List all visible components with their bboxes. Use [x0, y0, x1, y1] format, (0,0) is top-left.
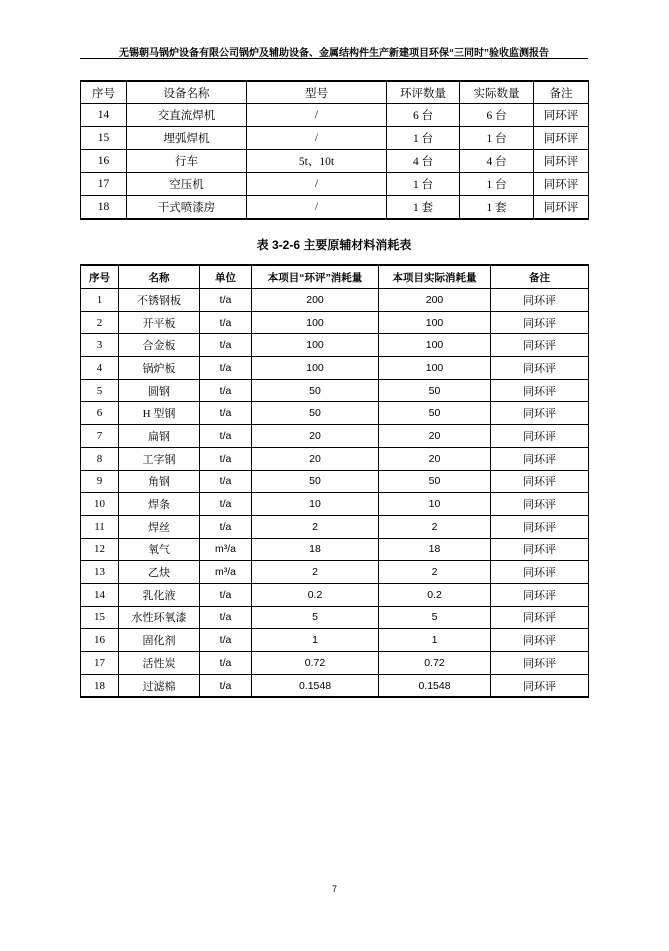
- table-cell: 开平板: [119, 311, 200, 334]
- table-cell: 同环评: [491, 652, 589, 675]
- table-cell: 同环评: [491, 674, 589, 697]
- table-cell: 18: [81, 196, 127, 220]
- table-cell: 100: [379, 357, 491, 380]
- table-row: [81, 447, 589, 470]
- table-cell: 2: [252, 515, 379, 538]
- table-cell: 同环评: [534, 196, 589, 220]
- table-cell: t/a: [200, 493, 252, 516]
- column-header: 型号: [247, 81, 387, 104]
- table-row: [81, 357, 589, 380]
- table-cell: 2: [379, 561, 491, 584]
- table-cell: 100: [379, 311, 491, 334]
- column-header: 设备名称: [127, 81, 247, 104]
- table-cell: 乙炔: [119, 561, 200, 584]
- table-cell: 工字钢: [119, 447, 200, 470]
- table-cell: m³/a: [200, 561, 252, 584]
- table-cell: 乳化液: [119, 583, 200, 606]
- table-cell: 1 套: [460, 196, 534, 220]
- table-cell: 同环评: [491, 606, 589, 629]
- table-cell: 50: [379, 379, 491, 402]
- table-cell: 1 台: [387, 173, 460, 196]
- table-cell: 同环评: [534, 150, 589, 173]
- table-cell: 同环评: [491, 334, 589, 357]
- table-cell: 1 台: [460, 173, 534, 196]
- table-cell: 同环评: [491, 583, 589, 606]
- table-cell: 15: [81, 127, 127, 150]
- table-cell: 1 套: [387, 196, 460, 220]
- materials-table-header: [81, 265, 589, 289]
- table-cell: t/a: [200, 652, 252, 675]
- table-cell: 20: [379, 425, 491, 448]
- column-header: 本项目实际消耗量: [379, 265, 491, 289]
- table-cell: 不锈钢板: [119, 289, 200, 312]
- table-cell: 固化剂: [119, 629, 200, 652]
- table-cell: 过滤棉: [119, 674, 200, 697]
- table-cell: 14: [81, 104, 127, 127]
- table-cell: 同环评: [534, 104, 589, 127]
- table-cell: 7: [81, 425, 119, 448]
- table-cell: t/a: [200, 289, 252, 312]
- table-cell: 20: [252, 447, 379, 470]
- table-cell: 5: [252, 606, 379, 629]
- column-header: 单位: [200, 265, 252, 289]
- table-cell: 同环评: [491, 515, 589, 538]
- table-cell: 5: [81, 379, 119, 402]
- table-cell: H 型钢: [119, 402, 200, 425]
- table-row: [81, 104, 589, 127]
- table-cell: 4: [81, 357, 119, 380]
- table-row: [81, 402, 589, 425]
- table-cell: /: [247, 196, 387, 220]
- table-row: [81, 515, 589, 538]
- table-cell: t/a: [200, 674, 252, 697]
- table-row: [81, 652, 589, 675]
- column-header: 环评数量: [387, 81, 460, 104]
- table-cell: 同环评: [491, 561, 589, 584]
- table-cell: 焊条: [119, 493, 200, 516]
- table-row: [81, 127, 589, 150]
- table-cell: 0.2: [252, 583, 379, 606]
- equipment-table: [80, 80, 589, 220]
- table-cell: 同环评: [491, 425, 589, 448]
- table-cell: 1 台: [460, 127, 534, 150]
- equipment-table-header: [81, 81, 589, 104]
- table-row: [81, 425, 589, 448]
- table-cell: 6: [81, 402, 119, 425]
- table-cell: 0.1548: [252, 674, 379, 697]
- table-cell: 活性炭: [119, 652, 200, 675]
- table-cell: 1: [379, 629, 491, 652]
- table-row: [81, 173, 589, 196]
- table-cell: 11: [81, 515, 119, 538]
- materials-table: [80, 264, 589, 698]
- table-cell: 0.72: [252, 652, 379, 675]
- column-header: 本项目“环评”消耗量: [252, 265, 379, 289]
- table-cell: t/a: [200, 334, 252, 357]
- table-cell: 0.1548: [379, 674, 491, 697]
- table-cell: 13: [81, 561, 119, 584]
- column-header: 序号: [81, 265, 119, 289]
- table-cell: 水性环氧漆: [119, 606, 200, 629]
- table-cell: 同环评: [491, 311, 589, 334]
- table-cell: 同环评: [491, 357, 589, 380]
- table-cell: t/a: [200, 447, 252, 470]
- table-cell: 6 台: [387, 104, 460, 127]
- table-row: [81, 674, 589, 697]
- table-cell: t/a: [200, 606, 252, 629]
- table-cell: 14: [81, 583, 119, 606]
- table-cell: 50: [252, 470, 379, 493]
- materials-table-body: [81, 289, 589, 698]
- table-cell: t/a: [200, 629, 252, 652]
- table-row: [81, 561, 589, 584]
- table-cell: 锅炉板: [119, 357, 200, 380]
- table-cell: 16: [81, 629, 119, 652]
- table-cell: 17: [81, 652, 119, 675]
- table-cell: 干式喷漆房: [127, 196, 247, 220]
- column-header: 序号: [81, 81, 127, 104]
- table-cell: 焊丝: [119, 515, 200, 538]
- table-cell: 0.2: [379, 583, 491, 606]
- page-number: 7: [331, 884, 337, 894]
- table-cell: 50: [379, 470, 491, 493]
- table-cell: 扁钢: [119, 425, 200, 448]
- equipment-table-body: [81, 104, 589, 220]
- table-cell: 200: [379, 289, 491, 312]
- table-cell: t/a: [200, 357, 252, 380]
- table-cell: 同环评: [491, 402, 589, 425]
- table-cell: 行车: [127, 150, 247, 173]
- column-header: 实际数量: [460, 81, 534, 104]
- table-cell: 5t、10t: [247, 150, 387, 173]
- table-cell: t/a: [200, 379, 252, 402]
- table-cell: 同环评: [534, 173, 589, 196]
- table-cell: 6 台: [460, 104, 534, 127]
- table-cell: 50: [252, 402, 379, 425]
- table-row: [81, 289, 589, 312]
- materials-table-caption: 表 3-2-6 主要原辅材料消耗表: [256, 238, 412, 252]
- table-cell: 100: [379, 334, 491, 357]
- table-cell: 空压机: [127, 173, 247, 196]
- table-row: [81, 538, 589, 561]
- table-cell: 2: [252, 561, 379, 584]
- table-row: [81, 379, 589, 402]
- table-cell: 同环评: [491, 493, 589, 516]
- table-cell: 10: [81, 493, 119, 516]
- table-cell: 同环评: [491, 629, 589, 652]
- table-cell: 同环评: [491, 379, 589, 402]
- table-cell: 5: [379, 606, 491, 629]
- table-row: [81, 606, 589, 629]
- table-cell: 16: [81, 150, 127, 173]
- table-cell: m³/a: [200, 538, 252, 561]
- table-cell: 15: [81, 606, 119, 629]
- table-cell: 埋弧焊机: [127, 127, 247, 150]
- column-header: 备注: [534, 81, 589, 104]
- table-cell: 同环评: [491, 289, 589, 312]
- table-row: [81, 196, 589, 220]
- table-row: [81, 493, 589, 516]
- table-cell: 12: [81, 538, 119, 561]
- table-cell: t/a: [200, 425, 252, 448]
- table-cell: t/a: [200, 311, 252, 334]
- table-cell: t/a: [200, 515, 252, 538]
- table-cell: 10: [379, 493, 491, 516]
- header-rule: [80, 58, 588, 59]
- table-cell: 0.72: [379, 652, 491, 675]
- table-cell: t/a: [200, 583, 252, 606]
- table-cell: 3: [81, 334, 119, 357]
- table-cell: 20: [379, 447, 491, 470]
- table-row: [81, 311, 589, 334]
- table-cell: 4 台: [387, 150, 460, 173]
- table-cell: 合金板: [119, 334, 200, 357]
- table-cell: 4 台: [460, 150, 534, 173]
- table-cell: 1 台: [387, 127, 460, 150]
- table-cell: /: [247, 104, 387, 127]
- table-row: [81, 629, 589, 652]
- table-cell: 20: [252, 425, 379, 448]
- table-cell: 2: [379, 515, 491, 538]
- table-cell: /: [247, 127, 387, 150]
- table-cell: 同环评: [491, 538, 589, 561]
- table-row: [81, 583, 589, 606]
- table-cell: 8: [81, 447, 119, 470]
- table-row: [81, 334, 589, 357]
- table-cell: 同环评: [491, 447, 589, 470]
- table-cell: 18: [379, 538, 491, 561]
- table-cell: 圆钢: [119, 379, 200, 402]
- table-row: [81, 470, 589, 493]
- table-cell: 10: [252, 493, 379, 516]
- table-cell: 9: [81, 470, 119, 493]
- table-cell: t/a: [200, 402, 252, 425]
- table-cell: 17: [81, 173, 127, 196]
- table-row: [81, 150, 589, 173]
- table-cell: 同环评: [534, 127, 589, 150]
- table-cell: 2: [81, 311, 119, 334]
- table-cell: 1: [252, 629, 379, 652]
- table-cell: 18: [81, 674, 119, 697]
- table-cell: 角钢: [119, 470, 200, 493]
- table-cell: 1: [81, 289, 119, 312]
- column-header: 备注: [491, 265, 589, 289]
- table-cell: 50: [379, 402, 491, 425]
- table-cell: 200: [252, 289, 379, 312]
- table-cell: 100: [252, 334, 379, 357]
- report-header: 无锡朝马锅炉设备有限公司锅炉及辅助设备、金属结构件生产新建项目环保“三同时”验收监测报告: [119, 48, 549, 59]
- table-cell: 18: [252, 538, 379, 561]
- table-cell: 交直流焊机: [127, 104, 247, 127]
- table-cell: t/a: [200, 470, 252, 493]
- table-cell: /: [247, 173, 387, 196]
- column-header: 名称: [119, 265, 200, 289]
- table-cell: 氧气: [119, 538, 200, 561]
- table-cell: 100: [252, 357, 379, 380]
- table-cell: 100: [252, 311, 379, 334]
- table-cell: 同环评: [491, 470, 589, 493]
- table-cell: 50: [252, 379, 379, 402]
